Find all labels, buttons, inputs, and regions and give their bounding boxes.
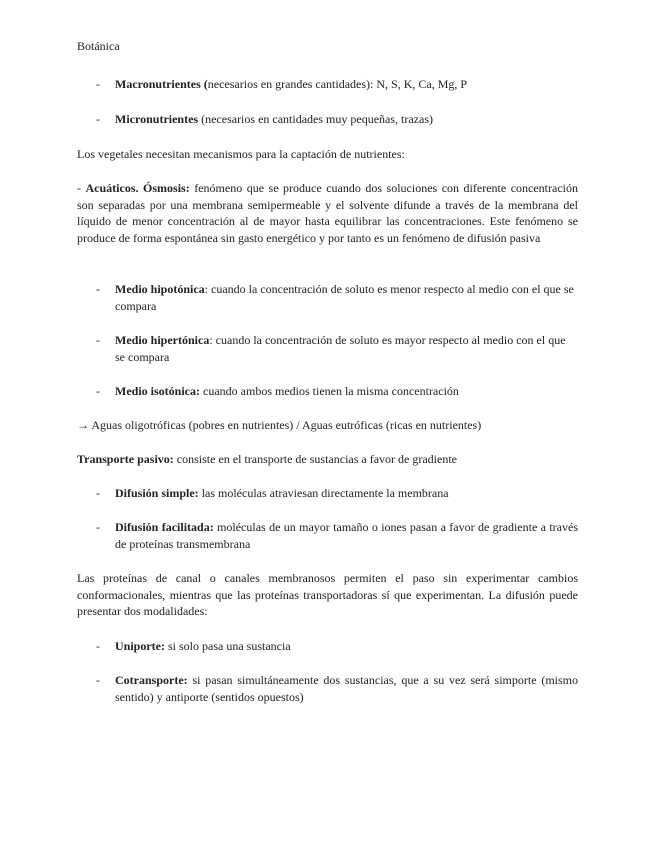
- list-dash: -: [96, 384, 100, 398]
- list-item-cotransport: [96, 672, 578, 705]
- term: Difusión facilitada:: [115, 520, 214, 534]
- term: Medio isotónica:: [115, 384, 200, 398]
- definition: consiste en el transporte de sustancias a favor de gradiente: [173, 452, 458, 466]
- channels-paragraph: Las proteínas de canal o canales membranosos permiten el paso sin experimentar cambios conformacionales, mientras que las proteínas transportadoras sí que experimentan. La difusión puede presentar dos modalidades:: [77, 571, 578, 618]
- term: Medio hipertónica: [115, 333, 210, 347]
- term: Cotransporte:: [115, 673, 188, 687]
- definition: si pasan simultáneamente dos sustancias, que a su vez será simporte (mismo sentido) y antiporte (sentidos opuestos): [115, 673, 578, 704]
- intro-paragraph: Los vegetales necesitan mecanismos para la captación de nutrientes:: [77, 147, 405, 161]
- list-item-hypertonic: [96, 332, 578, 365]
- definition: cuando ambos medios tienen la misma concentración: [200, 384, 459, 398]
- list-item-isotonic: [96, 383, 578, 400]
- list-item-macronutrients: [96, 76, 578, 93]
- passive-transport-paragraph: [77, 451, 578, 468]
- term: Medio hipotónica: [115, 282, 205, 296]
- list-dash: -: [96, 282, 100, 296]
- list-dash: -: [96, 486, 100, 500]
- list-dash: -: [96, 333, 100, 347]
- definition: fenómeno que se produce cuando dos soluciones con diferente concentración son separadas por una membrana semipermeable y el solvente difunde a través de la membrana del líquido de menor concentración al de mayor hasta equilibrar las concentraciones. Este fenómeno se produce de forma espontánea sin gasto energético y por tanto es un fenómeno de difusión pasiva: [77, 181, 579, 245]
- list-dash: -: [96, 77, 100, 91]
- definition: : cuando la concentración de soluto es mayor respecto al medio con el que se compara: [115, 333, 566, 364]
- definition: (necesarios en cantidades muy pequeñas, trazas): [198, 112, 433, 126]
- term: Macronutrientes (: [115, 77, 208, 91]
- list-item-simple-diffusion: [96, 485, 578, 502]
- term: Uniporte:: [115, 639, 165, 653]
- definition: las moléculas atraviesan directamente la membrana: [198, 486, 449, 500]
- list-item-hypotonic: [96, 281, 578, 314]
- waters-line: → Aguas oligotróficas (pobres en nutrientes) / Aguas eutróficas (ricas en nutrientes): [77, 418, 482, 432]
- list-dash: -: [96, 112, 100, 126]
- list-dash: -: [96, 673, 100, 687]
- definition: si solo pasa una sustancia: [165, 639, 291, 653]
- osmosis-paragraph: [77, 180, 578, 246]
- definition: : cuando la concentración de soluto es menor respecto al medio con el que se compara: [115, 282, 574, 313]
- term: Micronutrientes: [115, 112, 199, 126]
- list-dash: -: [96, 520, 100, 534]
- term: Transporte pasivo:: [77, 452, 174, 466]
- osmosis-prefix: -: [77, 181, 86, 195]
- list-item-uniport: [96, 638, 578, 655]
- page-header: Botánica: [77, 39, 120, 53]
- term: Acuáticos. Ósmosis:: [85, 181, 190, 195]
- list-item-micronutrients: [96, 111, 578, 128]
- term: Difusión simple:: [115, 486, 199, 500]
- list-item-facilitated-diffusion: [96, 519, 578, 552]
- list-dash: -: [96, 639, 100, 653]
- definition: necesarios en grandes cantidades): N, S, K, Ca, Mg, P: [207, 77, 468, 91]
- definition: moléculas de un mayor tamaño o iones pasan a favor de gradiente a través de proteínas transmembrana: [115, 520, 578, 551]
